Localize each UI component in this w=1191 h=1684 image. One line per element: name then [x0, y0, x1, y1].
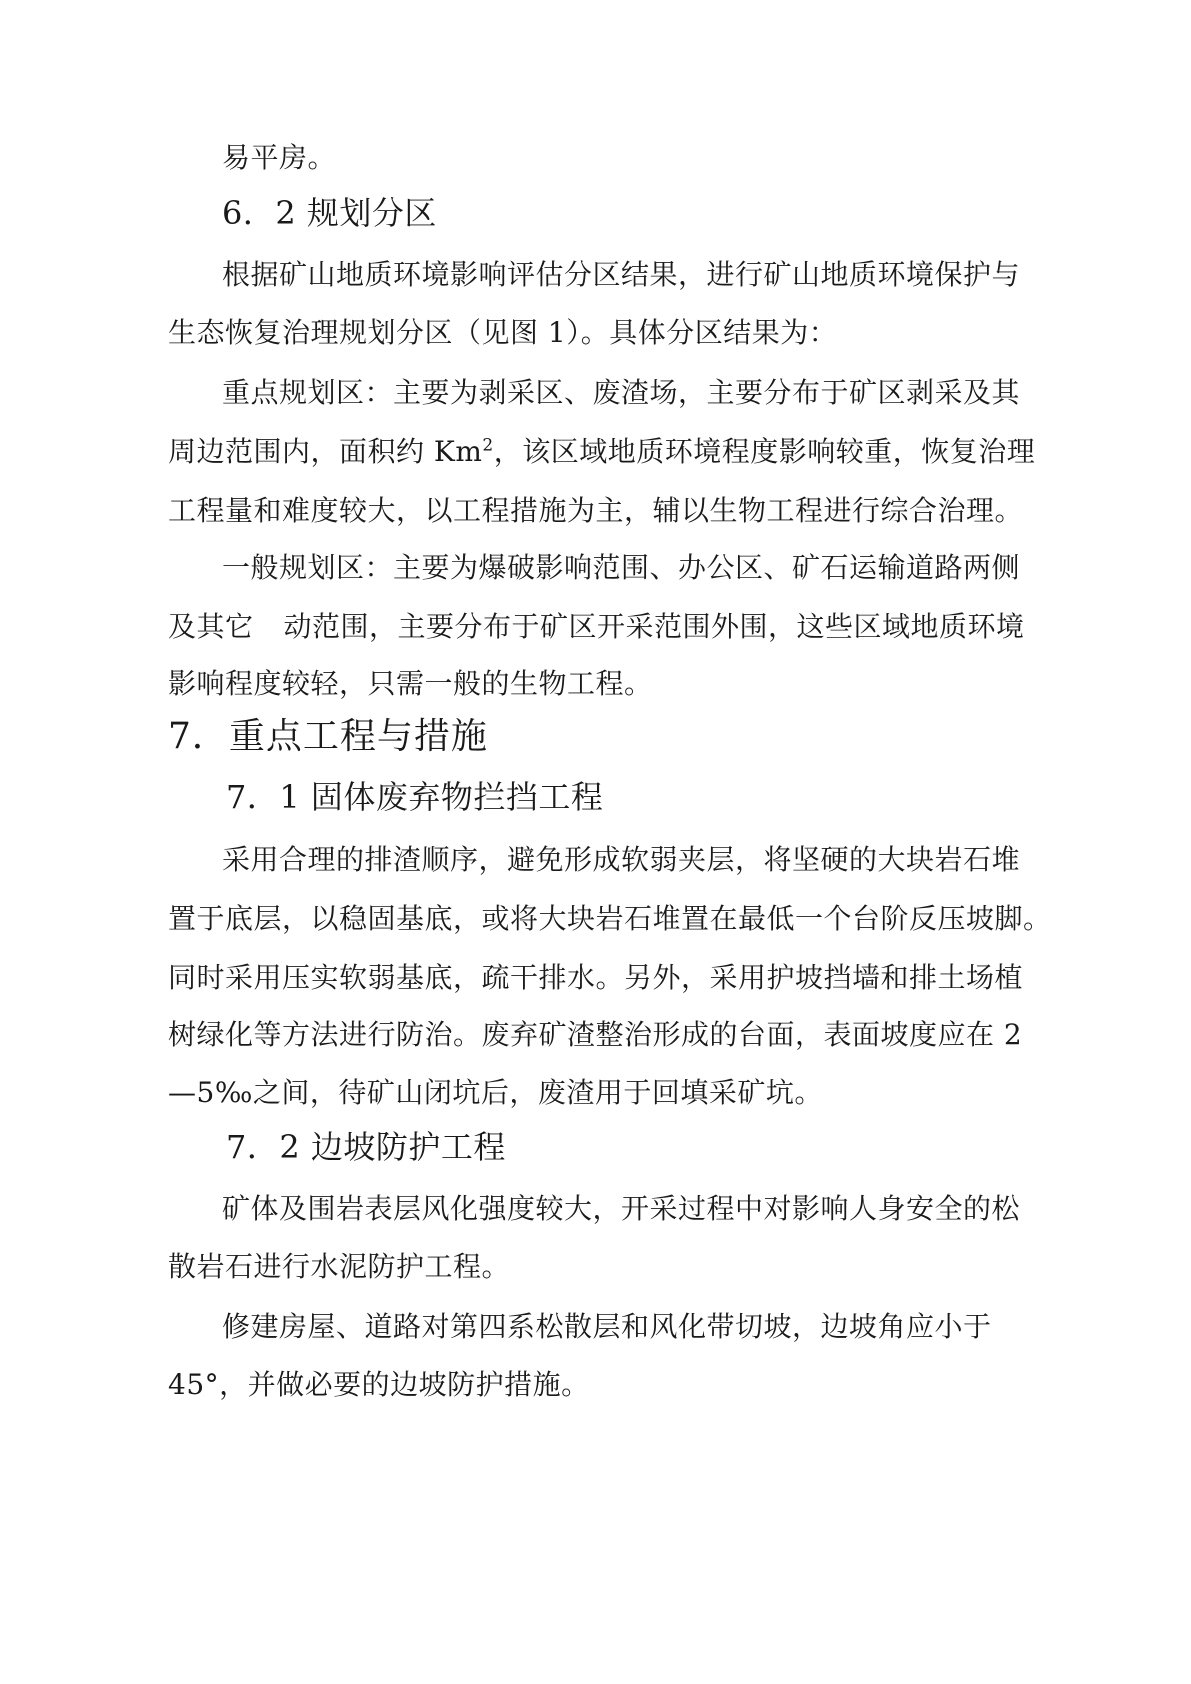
paragraph-line: 置于底层，以稳固基底，或将大块岩石堆置在最低一个台阶反压坡脚。	[168, 902, 1052, 935]
paragraph-line: 修建房屋、道路对第四系松散层和风化带切坡，边坡角应小于	[222, 1310, 992, 1343]
chapter-heading-7: 7．重点工程与措施	[168, 716, 488, 757]
superscript: 2	[482, 435, 494, 456]
paragraph-continuation: 易平房。	[222, 141, 337, 174]
paragraph-line	[168, 432, 1035, 472]
paragraph-line: 重点规划区：主要为剥采区、废渣场，主要分布于矿区剥采及其	[222, 376, 1021, 409]
paragraph-line: 根据矿山地质环境影响评估分区结果，进行矿山地质环境保护与	[222, 258, 1021, 291]
paragraph-line: 工程量和难度较大，以工程措施为主，辅以生物工程进行综合治理。	[168, 494, 1024, 527]
text-segment: 动范围，主要分布于矿区开采范围外围，这些区域地质环境	[283, 610, 1025, 643]
paragraph-line: 树绿化等方法进行防治。废弃矿渣整治形成的台面，表面坡度应在 2	[168, 1018, 1023, 1051]
text-segment: 及其它	[168, 610, 254, 643]
paragraph-line: 矿体及围岩表层风化强度较大，开采过程中对影响人身安全的松	[222, 1192, 1021, 1225]
paragraph-line: 影响程度较轻，只需一般的生物工程。	[168, 667, 653, 700]
paragraph-line: 散岩石进行水泥防护工程。	[168, 1250, 511, 1283]
paragraph-line: 采用合理的排渣顺序，避免形成软弱夹层，将坚硬的大块岩石堆	[222, 843, 1021, 876]
section-heading-7-2: 7．2 边坡防护工程	[226, 1128, 506, 1166]
text-segment: 周边范围内，面积约 Km	[168, 435, 483, 468]
paragraph-line: —5‰之间，待矿山闭坑后，废渣用于回填采矿坑。	[168, 1076, 823, 1109]
section-heading-6-2: 6．2 规划分区	[222, 194, 437, 232]
paragraph-line: 一般规划区：主要为爆破影响范围、办公区、矿石运输道路两侧	[222, 551, 1021, 584]
paragraph-line: 45°，并做必要的边坡防护措施。	[168, 1368, 590, 1401]
paragraph-line	[168, 607, 1025, 647]
section-heading-7-1: 7．1 固体废弃物拦挡工程	[226, 778, 604, 816]
paragraph-line: 同时采用压实软弱基底，疏干排水。另外，采用护坡挡墙和排土场植	[168, 961, 1024, 994]
text-segment: ，该区域地质环境程度影响较重，恢复治理	[493, 435, 1036, 468]
paragraph-line: 生态恢复治理规划分区（见图 1）。具体分区结果为：	[168, 316, 838, 349]
